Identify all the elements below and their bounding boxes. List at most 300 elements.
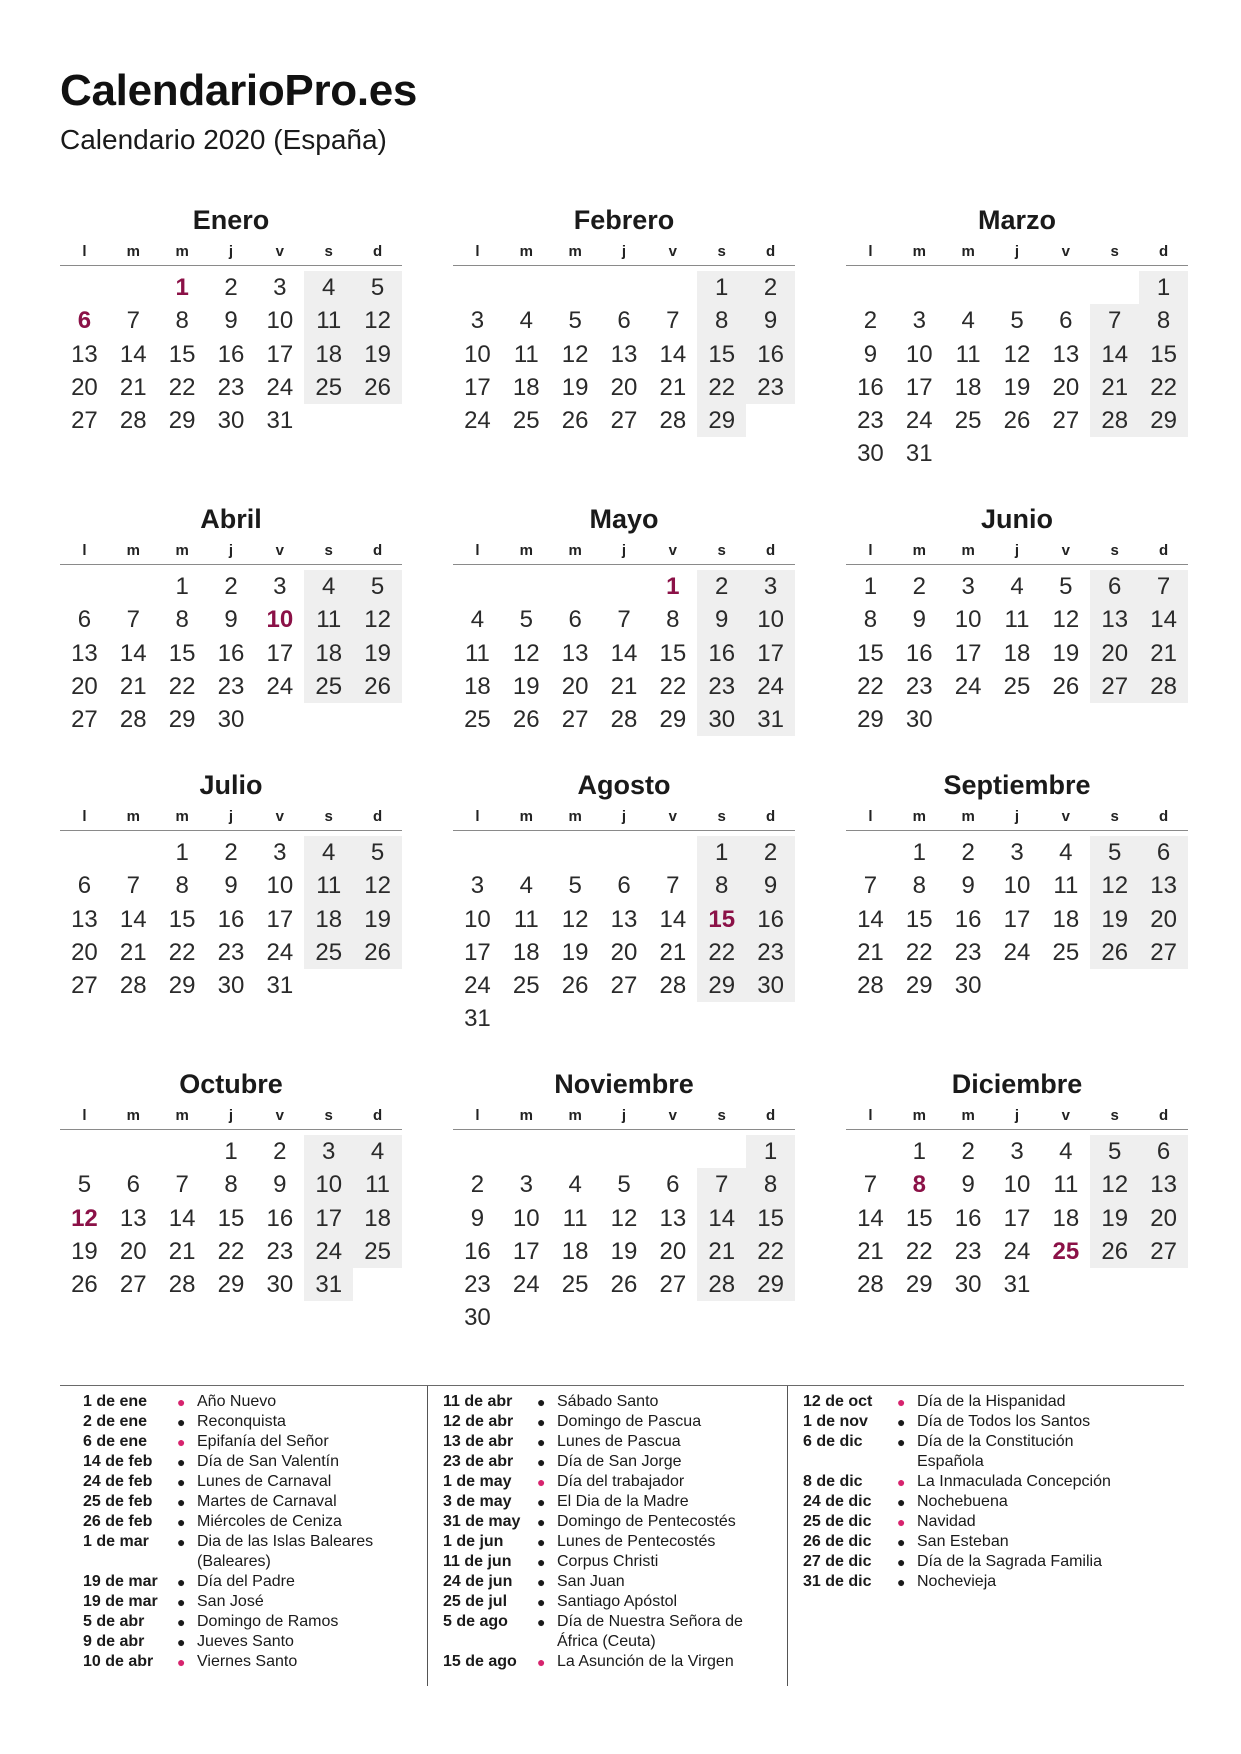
weekday-label: v [275,808,285,825]
day-cell: 30 [905,706,933,734]
holiday-bullet-icon: ● [537,1574,546,1590]
empty-cell [60,570,109,603]
weekday-label: s [717,243,726,260]
weekday-label: s [324,542,333,559]
day-cell: 11 [304,304,353,337]
day-cell: 7 [175,1171,189,1199]
day-cell: 22 [697,371,746,404]
day-cell: 21 [119,938,147,966]
day-cell: 23 [746,371,795,404]
day-cell: 2 [224,573,238,600]
day-cell: 30 [954,1271,982,1299]
empty-cell [453,271,502,304]
day-cell: 11 [562,1204,588,1232]
day-cell: 10 [1003,1171,1031,1199]
day-cell: 25 [304,936,353,969]
empty-cell [109,271,158,304]
holiday-name: Dia de las Islas Baleares (Baleares) [197,1533,374,1570]
holiday-day: 25 [1052,1237,1080,1265]
day-cell: 18 [304,903,353,936]
day-cell: 18 [464,672,491,700]
day-cell: 12 [561,905,589,933]
weekday-label: m [961,243,975,260]
day-cell: 24 [1003,938,1031,966]
day-cell: 9 [961,1171,975,1199]
legend-entry [780,1572,1120,1592]
day-cell: 6 [126,1171,140,1199]
day-cell: 18 [512,938,540,966]
day-cell: 9 [273,1171,287,1199]
day-cell: 30 [746,969,795,1002]
empty-cell [502,570,551,603]
day-cell: 15 [857,639,884,667]
weekday-label: l [82,243,87,260]
holiday-name: Sábado Santo [557,1393,659,1410]
day-cell: 4 [353,1135,402,1168]
weekday-label: m [519,1107,533,1124]
weekday-header [453,538,795,565]
day-cell: 20 [659,1237,687,1265]
day-cell: 22 [697,936,746,969]
day-cell: 10 [905,340,933,368]
day-cell: 3 [519,1171,533,1199]
weekday-label: v [1061,243,1071,260]
day-cell: 28 [119,972,147,1000]
holiday-name: Día de la Constitución Española [917,1433,1074,1470]
holiday-name: Día de Nuestra Señora de África (Ceuta) [557,1613,743,1650]
day-cell: 13 [71,639,98,667]
month-name: Agosto [577,770,671,800]
day-cell: 29 [697,969,746,1002]
day-cell: 1 [175,839,189,866]
day-cell: 20 [610,373,638,401]
day-grid [846,570,1188,736]
legend-entry [420,1652,760,1672]
national-holiday-bullet-icon: ● [537,1474,546,1490]
day-cell: 24 [464,407,491,435]
weekday-label: m [519,243,533,260]
day-cell: 15 [168,639,196,667]
day-cell: 5 [353,271,402,304]
day-cell: 10 [464,340,491,368]
month-name: Mayo [589,504,659,534]
month-julio [60,768,402,1002]
holiday-date: 19 de mar [83,1573,158,1590]
empty-cell [453,570,502,603]
day-cell: 25 [512,972,540,1000]
day-cell: 19 [1090,903,1139,936]
day-cell: 5 [568,307,582,335]
day-cell: 3 [912,307,926,335]
day-cell: 12 [1052,606,1080,634]
day-cell: 20 [561,672,589,700]
holiday-bullet-icon: ● [537,1594,546,1610]
weekday-label: l [82,542,87,559]
holiday-day: 15 [697,903,746,936]
weekday-label: v [275,542,285,559]
day-cell: 1 [697,271,746,304]
day-cell: 26 [1090,936,1139,969]
day-cell: 22 [168,938,196,966]
day-cell: 14 [1139,603,1188,636]
weekday-header [60,1103,402,1130]
weekday-label: j [228,243,234,260]
weekday-label: m [126,542,140,559]
holiday-name: Corpus Christi [557,1553,659,1570]
day-cell: 6 [1059,307,1073,335]
empty-cell [600,570,649,603]
weekday-label: j [1014,542,1020,559]
day-cell: 17 [304,1202,353,1235]
day-cell: 7 [666,307,680,335]
day-cell: 8 [697,869,746,902]
weekday-label: l [868,808,873,825]
brand-title: CalendarioPro.es [60,66,418,115]
empty-cell [648,836,697,869]
calendar-subtitle: Calendario 2020 (España) [60,124,387,155]
day-cell: 26 [353,670,402,703]
day-cell: 7 [666,872,680,900]
day-cell: 10 [266,307,294,335]
day-cell: 1 [746,1135,795,1168]
day-cell: 28 [119,706,147,734]
day-cell: 6 [568,606,582,634]
weekday-label: l [82,808,87,825]
day-cell: 28 [659,407,687,435]
day-cell: 20 [119,1237,147,1265]
empty-cell [1041,271,1090,304]
empty-cell [648,1135,697,1168]
day-cell: 18 [954,373,982,401]
day-cell: 24 [905,407,933,435]
day-cell: 24 [266,672,294,700]
holiday-date: 31 de dic [803,1573,872,1590]
day-cell: 25 [464,706,491,734]
day-cell: 12 [353,603,402,636]
day-cell: 27 [71,706,98,734]
day-cell: 10 [954,606,982,634]
month-enero [60,203,402,437]
holiday-name: San Juan [557,1573,625,1590]
day-cell: 17 [464,938,491,966]
day-cell: 11 [1053,872,1079,900]
day-cell: 12 [561,340,589,368]
day-cell: 27 [119,1271,147,1299]
day-cell: 27 [1139,1235,1188,1268]
legend-column [60,1392,400,1672]
day-cell: 4 [1059,839,1073,866]
day-cell: 16 [217,905,245,933]
day-cell: 2 [697,570,746,603]
holiday-date: 12 de abr [443,1413,514,1430]
empty-cell [600,1135,649,1168]
day-cell: 6 [1139,836,1188,869]
holiday-name: Día de San Valentín [197,1453,340,1470]
weekday-label: s [717,542,726,559]
day-cell: 16 [697,637,746,670]
holiday-bullet-icon: ● [177,1594,186,1610]
day-cell: 2 [224,274,238,301]
day-cell: 21 [1139,637,1188,670]
empty-cell [846,271,895,304]
day-cell: 16 [954,905,982,933]
weekday-label: m [912,243,926,260]
day-cell: 9 [224,307,238,335]
day-cell: 21 [659,373,687,401]
holiday-date: 24 de dic [803,1493,872,1510]
empty-cell [697,1135,746,1168]
day-cell: 23 [266,1237,294,1265]
day-cell: 20 [1090,637,1139,670]
day-cell: 28 [610,706,638,734]
day-cell: 11 [353,1168,402,1201]
holiday-bullet-icon: ● [537,1494,546,1510]
empty-cell [1090,271,1139,304]
holiday-date: 1 de ene [83,1393,148,1410]
day-cell: 3 [470,307,485,335]
day-cell: 23 [954,1237,982,1265]
day-cell: 21 [610,672,638,700]
empty-cell [453,1135,502,1168]
holiday-date: 1 de mar [83,1533,149,1550]
legend-entry [780,1552,1120,1572]
legend-column [780,1392,1120,1592]
day-cell: 18 [1052,1204,1080,1232]
weekday-label: v [275,243,285,260]
weekday-header [846,538,1188,565]
legend-entry [420,1572,760,1592]
day-cell: 2 [961,839,975,866]
holiday-bullet-icon: ● [177,1474,186,1490]
weekday-header [453,239,795,266]
day-cell: 8 [746,1168,795,1201]
weekday-label: m [175,243,189,260]
day-cell: 13 [71,340,98,368]
day-cell: 24 [746,670,795,703]
day-cell: 22 [857,672,884,700]
day-cell: 11 [955,340,981,368]
day-grid [453,1135,795,1335]
month-agosto [453,768,795,1036]
day-cell: 18 [561,1237,589,1265]
month-name: Septiembre [943,770,1091,800]
legend-entry [420,1592,760,1612]
legend-entry [420,1412,760,1432]
day-cell: 4 [519,872,533,900]
day-cell: 12 [353,869,402,902]
weekday-label: d [372,808,383,825]
weekday-header [846,804,1188,831]
holiday-bullet-icon: ● [177,1534,186,1550]
day-cell: 14 [168,1204,196,1232]
legend-entry [60,1612,400,1632]
day-grid [453,836,795,1036]
holiday-name: Viernes Santo [197,1653,298,1670]
day-cell: 9 [697,603,746,636]
day-cell: 9 [746,304,795,337]
holiday-date: 1 de nov [803,1413,868,1430]
month-name: Julio [199,770,263,800]
national-holiday-bullet-icon: ● [537,1654,546,1670]
holiday-date: 14 de feb [83,1453,153,1470]
day-cell: 30 [217,972,245,1000]
holiday-date: 26 de dic [803,1533,872,1550]
day-cell: 24 [266,938,294,966]
weekday-label: s [324,1107,333,1124]
month-noviembre [453,1067,795,1335]
legend-entry [780,1472,1120,1492]
empty-cell [944,271,993,304]
holiday-name: El Dia de la Madre [557,1493,689,1510]
holiday-bullet-icon: ● [537,1534,546,1550]
holiday-day: 10 [266,606,294,634]
weekday-label: v [275,1107,285,1124]
day-cell: 4 [568,1171,582,1199]
month-mayo [453,502,795,736]
day-cell: 21 [697,1235,746,1268]
weekday-label: v [668,243,678,260]
day-cell: 26 [1052,672,1080,700]
holiday-name: Año Nuevo [197,1393,277,1410]
day-cell: 21 [119,373,147,401]
holiday-bullet-icon: ● [537,1554,546,1570]
holiday-bullet-icon: ● [177,1454,186,1470]
weekday-header [846,239,1188,266]
weekday-label: l [868,542,873,559]
day-cell: 4 [961,307,975,335]
day-cell: 8 [697,304,746,337]
day-cell: 21 [857,938,884,966]
day-cell: 31 [266,972,294,1000]
holiday-date: 6 de dic [803,1433,863,1450]
day-cell: 29 [168,407,196,435]
holiday-date: 24 de feb [83,1473,153,1490]
day-cell: 15 [217,1204,245,1232]
holiday-bullet-icon: ● [897,1414,906,1430]
day-cell: 16 [857,373,884,401]
day-cell: 5 [353,836,402,869]
day-cell: 19 [1090,1202,1139,1235]
day-cell: 17 [266,639,294,667]
day-cell: 20 [1139,903,1188,936]
day-cell: 18 [353,1202,402,1235]
day-grid [60,1135,402,1301]
national-holiday-bullet-icon: ● [177,1434,186,1450]
day-cell: 22 [168,672,196,700]
weekday-label: l [475,1107,480,1124]
day-cell: 17 [1003,905,1031,933]
holiday-day: 1 [666,573,680,600]
day-cell: 19 [353,338,402,371]
day-cell: 12 [1090,869,1139,902]
day-cell: 2 [273,1138,287,1165]
holiday-name: Domingo de Pascua [557,1413,702,1430]
day-cell: 13 [1139,869,1188,902]
weekday-label: l [475,808,480,825]
day-cell: 28 [168,1271,196,1299]
month-name: Octubre [179,1069,283,1099]
legend-entry [780,1492,1120,1512]
day-cell: 2 [224,839,238,866]
month-junio [846,502,1188,736]
weekday-label: j [621,808,627,825]
day-cell: 18 [1003,639,1031,667]
weekday-label: v [1061,1107,1071,1124]
month-febrero [453,203,795,437]
day-cell: 4 [304,570,353,603]
day-cell: 18 [1052,905,1080,933]
day-cell: 26 [1090,1235,1139,1268]
day-cell: 28 [659,972,687,1000]
day-cell: 11 [513,340,539,368]
holiday-name: San Esteban [917,1533,1009,1550]
day-cell: 11 [304,869,353,902]
day-cell: 6 [617,872,631,900]
day-cell: 15 [168,340,196,368]
day-cell: 25 [1003,672,1031,700]
weekday-label: m [175,542,189,559]
day-cell: 12 [1090,1168,1139,1201]
holiday-name: Lunes de Pentecostés [557,1533,716,1550]
day-cell: 18 [512,373,540,401]
day-cell: 22 [168,373,196,401]
day-cell: 30 [697,703,746,736]
legend-entry [60,1512,400,1532]
day-cell: 21 [119,672,147,700]
day-cell: 29 [168,706,196,734]
holiday-day: 8 [912,1171,926,1199]
legend-entry [60,1452,400,1472]
empty-cell [109,1135,158,1168]
day-cell: 14 [610,639,638,667]
day-cell: 14 [119,340,147,368]
day-cell: 8 [175,307,189,335]
day-grid [60,836,402,1002]
day-cell: 4 [304,271,353,304]
day-cell: 10 [512,1204,540,1232]
day-cell: 3 [304,1135,353,1168]
day-cell: 1 [175,573,189,600]
month-name: Diciembre [951,1069,1083,1099]
weekday-label: m [126,808,140,825]
holiday-name: Lunes de Pascua [557,1433,681,1450]
weekday-label: m [175,1107,189,1124]
day-cell: 15 [746,1202,795,1235]
day-cell: 29 [217,1271,245,1299]
holiday-date: 23 de abr [443,1453,514,1470]
day-cell: 19 [1052,639,1080,667]
legend-entry [60,1432,400,1452]
day-cell: 19 [353,903,402,936]
day-cell: 10 [464,905,491,933]
day-cell: 6 [1139,1135,1188,1168]
day-cell: 28 [119,407,147,435]
day-cell: 1 [863,573,878,600]
weekday-label: m [175,808,189,825]
legend-entry [780,1432,1120,1472]
day-cell: 16 [746,338,795,371]
weekday-label: d [372,542,383,559]
day-cell: 31 [1003,1271,1031,1299]
legend-entry [60,1572,400,1592]
weekday-label: j [621,1107,627,1124]
empty-cell [648,271,697,304]
day-cell: 18 [304,338,353,371]
weekday-label: l [475,243,480,260]
weekday-label: j [621,243,627,260]
day-cell: 30 [464,1304,491,1332]
holiday-name: Reconquista [197,1413,286,1430]
